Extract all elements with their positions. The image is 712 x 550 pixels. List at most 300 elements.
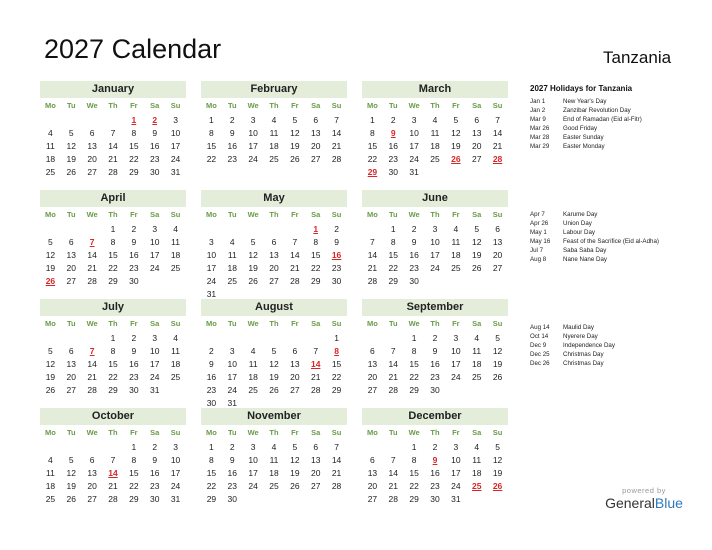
day-cell: 29 bbox=[409, 494, 419, 504]
day-cell: 14 bbox=[290, 250, 300, 260]
holiday-date: May 16 bbox=[530, 238, 551, 245]
holiday-day: 25 bbox=[471, 481, 482, 491]
day-cell: 27 bbox=[367, 385, 378, 395]
weekday-label: Sa bbox=[150, 319, 160, 328]
day-cell: 24 bbox=[409, 154, 419, 164]
day-cell: 1 bbox=[370, 115, 375, 125]
empty-cell bbox=[264, 223, 285, 236]
empty-cell bbox=[40, 223, 61, 236]
day-cell: 14 bbox=[331, 455, 342, 465]
holiday-day: 9 bbox=[390, 128, 396, 138]
day-cell: 26 bbox=[290, 154, 300, 164]
day-cell: 6 bbox=[68, 237, 74, 247]
day-cell: 9 bbox=[152, 128, 158, 138]
weekday-label: Mo bbox=[45, 101, 56, 110]
day-cell: 12 bbox=[451, 128, 461, 138]
day-cell: 31 bbox=[149, 385, 160, 395]
brand-name bbox=[588, 495, 700, 511]
month-january bbox=[40, 81, 186, 179]
day-cell: 23 bbox=[149, 481, 160, 491]
empty-cell bbox=[103, 441, 124, 454]
weekday-label: Su bbox=[170, 319, 181, 328]
day-cell: 22 bbox=[388, 263, 398, 273]
weekday-label: Tu bbox=[388, 319, 398, 328]
day-cell: 9 bbox=[209, 359, 214, 369]
weekday-header bbox=[40, 317, 186, 331]
holiday-date: Aug 8 bbox=[530, 256, 547, 263]
day-cell: 19 bbox=[290, 141, 300, 151]
empty-cell bbox=[284, 332, 305, 345]
country-name: Tanzania bbox=[603, 48, 672, 67]
empty-cell bbox=[362, 332, 383, 345]
weekday-label: Fr bbox=[291, 319, 299, 328]
day-grid bbox=[362, 114, 508, 179]
day-cell: 8 bbox=[370, 128, 375, 138]
empty-cell bbox=[201, 223, 222, 236]
day-cell: 24 bbox=[170, 154, 181, 164]
day-cell: 19 bbox=[451, 141, 461, 151]
weekday-header bbox=[362, 426, 508, 440]
holiday-date: Apr 26 bbox=[530, 220, 549, 227]
day-cell: 8 bbox=[131, 128, 137, 138]
day-cell: 17 bbox=[170, 141, 181, 151]
month-title: January bbox=[40, 81, 186, 98]
month-title: September bbox=[362, 299, 508, 316]
day-cell: 16 bbox=[149, 141, 160, 151]
holiday-date: Mar 26 bbox=[530, 125, 550, 132]
day-cell: 27 bbox=[66, 276, 76, 286]
day-cell: 26 bbox=[248, 276, 258, 286]
empty-cell bbox=[201, 332, 222, 345]
day-cell: 10 bbox=[248, 128, 258, 138]
weekday-label: Mo bbox=[45, 428, 56, 437]
day-cell: 19 bbox=[66, 481, 76, 491]
weekday-label: Tu bbox=[227, 428, 237, 437]
month-december bbox=[362, 408, 508, 506]
day-cell: 28 bbox=[87, 276, 97, 286]
empty-cell bbox=[40, 332, 61, 345]
holiday-day: 29 bbox=[367, 167, 378, 177]
holiday-name: Labour Day bbox=[563, 229, 595, 236]
month-title: February bbox=[201, 81, 347, 98]
brand-logo bbox=[588, 486, 700, 511]
holiday-group bbox=[530, 323, 710, 368]
day-cell: 29 bbox=[409, 385, 419, 395]
day-cell: 30 bbox=[331, 276, 342, 286]
day-cell: 11 bbox=[472, 455, 482, 465]
day-cell: 19 bbox=[269, 372, 279, 382]
holiday-date: Mar 29 bbox=[530, 143, 550, 150]
month-title: June bbox=[362, 190, 508, 207]
day-cell: 22 bbox=[331, 372, 342, 382]
day-cell: 22 bbox=[129, 154, 139, 164]
holiday-row bbox=[530, 133, 710, 142]
day-cell: 16 bbox=[409, 250, 419, 260]
day-cell: 1 bbox=[110, 224, 116, 234]
day-cell: 3 bbox=[173, 115, 178, 125]
day-cell: 16 bbox=[129, 250, 139, 260]
day-cell: 2 bbox=[432, 442, 438, 452]
weekday-header bbox=[40, 208, 186, 222]
day-cell: 22 bbox=[310, 263, 321, 273]
day-cell: 24 bbox=[248, 154, 258, 164]
day-grid bbox=[362, 223, 508, 288]
day-cell: 12 bbox=[45, 250, 56, 260]
day-cell: 13 bbox=[310, 128, 321, 138]
weekday-label: We bbox=[247, 101, 259, 110]
day-cell: 18 bbox=[170, 250, 181, 260]
holiday-name: Saba Saba Day bbox=[563, 247, 607, 254]
day-cell: 11 bbox=[472, 346, 482, 356]
day-cell: 14 bbox=[388, 359, 398, 369]
day-grid bbox=[40, 114, 186, 179]
day-cell: 20 bbox=[310, 468, 321, 478]
month-march bbox=[362, 81, 508, 179]
weekday-label: Tu bbox=[227, 210, 237, 219]
weekday-label: Sa bbox=[311, 428, 321, 437]
day-cell: 15 bbox=[206, 141, 217, 151]
holiday-name: Independence Day bbox=[563, 342, 615, 349]
day-cell: 18 bbox=[269, 141, 279, 151]
weekday-label: Mo bbox=[367, 319, 378, 328]
day-cell: 15 bbox=[129, 468, 139, 478]
weekday-label: Mo bbox=[367, 210, 378, 219]
day-cell: 31 bbox=[227, 398, 237, 408]
holiday-row bbox=[530, 106, 710, 115]
day-cell: 28 bbox=[367, 276, 378, 286]
day-cell: 30 bbox=[430, 385, 440, 395]
weekday-label: We bbox=[86, 319, 98, 328]
holiday-row bbox=[530, 115, 710, 124]
day-cell: 8 bbox=[411, 455, 417, 465]
day-cell: 22 bbox=[206, 481, 217, 491]
holiday-name: Easter Monday bbox=[563, 143, 605, 150]
holiday-date: Dec 26 bbox=[530, 360, 550, 367]
weekday-header bbox=[362, 99, 508, 113]
day-cell: 6 bbox=[370, 455, 375, 465]
day-cell: 23 bbox=[149, 154, 160, 164]
weekday-header bbox=[40, 99, 186, 113]
holidays-title: 2027 Holidays for Tanzania bbox=[530, 84, 633, 93]
weekday-label: Mo bbox=[206, 319, 217, 328]
day-cell: 23 bbox=[430, 372, 440, 382]
empty-cell bbox=[61, 223, 82, 236]
day-cell: 23 bbox=[388, 154, 398, 164]
holiday-row bbox=[530, 219, 710, 228]
holiday-row bbox=[530, 359, 710, 368]
day-cell: 25 bbox=[170, 263, 181, 273]
weekday-label: Sa bbox=[311, 319, 321, 328]
day-cell: 7 bbox=[292, 237, 298, 247]
weekday-label: Tu bbox=[388, 101, 398, 110]
day-cell: 8 bbox=[110, 237, 116, 247]
month-title: October bbox=[40, 408, 186, 425]
day-cell: 12 bbox=[492, 346, 503, 356]
holiday-name: End of Ramadan (Eid al-Fitr) bbox=[563, 116, 642, 123]
day-cell: 8 bbox=[209, 128, 214, 138]
holiday-date: Jan 2 bbox=[530, 107, 546, 114]
holiday-day: 28 bbox=[492, 154, 503, 164]
day-cell: 9 bbox=[229, 455, 235, 465]
day-cell: 29 bbox=[310, 276, 321, 286]
day-cell: 29 bbox=[108, 385, 118, 395]
holiday-row bbox=[530, 142, 710, 151]
day-cell: 7 bbox=[110, 128, 116, 138]
weekday-label: Su bbox=[331, 101, 342, 110]
day-cell: 3 bbox=[152, 224, 158, 234]
weekday-label: Mo bbox=[45, 319, 56, 328]
weekday-label: Th bbox=[108, 319, 118, 328]
day-cell: 10 bbox=[206, 250, 217, 260]
day-cell: 28 bbox=[388, 494, 398, 504]
holiday-date: Dec 9 bbox=[530, 342, 547, 349]
holiday-day: 14 bbox=[108, 468, 118, 478]
day-cell: 10 bbox=[149, 237, 160, 247]
weekday-label: Tu bbox=[227, 101, 237, 110]
day-cell: 12 bbox=[290, 128, 300, 138]
holiday-day: 1 bbox=[313, 224, 319, 234]
weekday-label: Sa bbox=[472, 319, 482, 328]
holiday-date: Mar 28 bbox=[530, 134, 550, 141]
day-cell: 24 bbox=[451, 481, 461, 491]
day-cell: 23 bbox=[227, 154, 237, 164]
day-cell: 19 bbox=[45, 372, 56, 382]
day-cell: 29 bbox=[388, 276, 398, 286]
day-cell: 23 bbox=[409, 263, 419, 273]
holiday-name: Karume Day bbox=[563, 211, 598, 218]
empty-cell bbox=[362, 223, 383, 236]
day-cell: 29 bbox=[331, 385, 342, 395]
day-cell: 2 bbox=[209, 346, 214, 356]
empty-cell bbox=[243, 223, 264, 236]
weekday-label: Mo bbox=[206, 101, 217, 110]
month-september bbox=[362, 299, 508, 397]
holiday-group bbox=[530, 210, 710, 264]
day-cell: 28 bbox=[290, 276, 300, 286]
day-cell: 8 bbox=[390, 237, 396, 247]
holiday-day: 2 bbox=[152, 115, 158, 125]
empty-cell bbox=[61, 332, 82, 345]
day-cell: 22 bbox=[409, 372, 419, 382]
day-cell: 3 bbox=[453, 333, 459, 343]
day-cell: 2 bbox=[131, 224, 137, 234]
weekday-label: Th bbox=[108, 210, 118, 219]
day-cell: 27 bbox=[367, 494, 378, 504]
weekday-label: We bbox=[408, 428, 420, 437]
day-cell: 27 bbox=[471, 154, 482, 164]
weekday-label: Fr bbox=[291, 428, 299, 437]
day-cell: 1 bbox=[131, 442, 137, 452]
day-cell: 26 bbox=[290, 481, 300, 491]
month-april bbox=[40, 190, 186, 288]
day-cell: 22 bbox=[129, 481, 139, 491]
day-cell: 29 bbox=[108, 276, 118, 286]
day-cell: 24 bbox=[227, 385, 237, 395]
empty-cell bbox=[284, 223, 305, 236]
day-cell: 5 bbox=[495, 442, 500, 452]
day-cell: 10 bbox=[409, 128, 419, 138]
holiday-date: Jan 1 bbox=[530, 98, 546, 105]
weekday-label: Tu bbox=[388, 210, 398, 219]
day-cell: 7 bbox=[334, 115, 339, 125]
weekday-label: Fr bbox=[130, 428, 138, 437]
day-cell: 5 bbox=[48, 346, 53, 356]
weekday-label: Th bbox=[269, 210, 279, 219]
weekday-label: Th bbox=[108, 101, 118, 110]
day-cell: 9 bbox=[229, 128, 235, 138]
month-title: November bbox=[201, 408, 347, 425]
day-cell: 27 bbox=[87, 167, 97, 177]
day-cell: 24 bbox=[149, 372, 160, 382]
day-cell: 13 bbox=[269, 250, 279, 260]
day-cell: 18 bbox=[248, 372, 258, 382]
day-cell: 29 bbox=[129, 167, 139, 177]
empty-cell bbox=[82, 441, 103, 454]
day-cell: 16 bbox=[388, 141, 398, 151]
holiday-row bbox=[530, 341, 710, 350]
day-cell: 21 bbox=[87, 263, 97, 273]
weekday-label: Su bbox=[331, 319, 342, 328]
day-grid bbox=[201, 332, 347, 410]
weekday-label: Su bbox=[170, 101, 181, 110]
weekday-label: We bbox=[408, 319, 420, 328]
day-cell: 6 bbox=[68, 346, 74, 356]
holiday-name: Christmas Day bbox=[563, 351, 604, 358]
day-cell: 7 bbox=[110, 455, 116, 465]
day-cell: 26 bbox=[66, 494, 76, 504]
weekday-label: We bbox=[247, 319, 259, 328]
empty-cell bbox=[103, 114, 124, 127]
day-cell: 2 bbox=[131, 333, 137, 343]
weekday-label: Mo bbox=[367, 101, 378, 110]
day-cell: 10 bbox=[149, 346, 160, 356]
day-cell: 15 bbox=[108, 250, 118, 260]
day-cell: 13 bbox=[367, 468, 378, 478]
day-cell: 4 bbox=[173, 224, 178, 234]
holiday-date: Oct 14 bbox=[530, 333, 549, 340]
day-cell: 22 bbox=[367, 154, 378, 164]
weekday-label: Tu bbox=[227, 319, 237, 328]
day-cell: 17 bbox=[430, 250, 440, 260]
weekday-label: Su bbox=[331, 210, 342, 219]
month-november bbox=[201, 408, 347, 506]
day-cell: 17 bbox=[149, 359, 160, 369]
holiday-row bbox=[530, 210, 710, 219]
holiday-day: 14 bbox=[310, 359, 321, 369]
holiday-group bbox=[530, 84, 710, 151]
day-cell: 2 bbox=[229, 442, 235, 452]
day-cell: 14 bbox=[108, 141, 118, 151]
day-grid bbox=[40, 441, 186, 506]
holiday-date: Apr 7 bbox=[530, 211, 545, 218]
day-cell: 21 bbox=[492, 141, 503, 151]
day-cell: 14 bbox=[87, 359, 97, 369]
holiday-name: Christmas Day bbox=[563, 360, 604, 367]
day-cell: 15 bbox=[129, 141, 139, 151]
day-cell: 5 bbox=[48, 237, 53, 247]
day-cell: 9 bbox=[131, 346, 137, 356]
weekday-label: Sa bbox=[311, 210, 321, 219]
day-cell: 22 bbox=[108, 372, 118, 382]
day-cell: 9 bbox=[131, 237, 137, 247]
day-cell: 16 bbox=[227, 141, 237, 151]
day-cell: 11 bbox=[451, 237, 461, 247]
day-cell: 18 bbox=[471, 468, 482, 478]
day-cell: 18 bbox=[471, 359, 482, 369]
empty-cell bbox=[383, 332, 404, 345]
day-cell: 5 bbox=[68, 455, 74, 465]
day-cell: 26 bbox=[492, 372, 503, 382]
day-cell: 23 bbox=[331, 263, 342, 273]
weekday-header bbox=[362, 208, 508, 222]
day-cell: 13 bbox=[492, 237, 503, 247]
day-cell: 21 bbox=[290, 263, 300, 273]
holiday-date: Aug 14 bbox=[530, 324, 550, 331]
empty-cell bbox=[222, 332, 243, 345]
day-cell: 4 bbox=[229, 237, 235, 247]
month-august bbox=[201, 299, 347, 410]
month-october bbox=[40, 408, 186, 506]
day-cell: 11 bbox=[46, 468, 55, 478]
weekday-header bbox=[201, 99, 347, 113]
empty-cell bbox=[362, 441, 383, 454]
day-cell: 12 bbox=[471, 237, 482, 247]
month-title: August bbox=[201, 299, 347, 316]
day-cell: 23 bbox=[129, 263, 139, 273]
day-cell: 19 bbox=[471, 250, 482, 260]
day-cell: 12 bbox=[248, 250, 258, 260]
weekday-label: Tu bbox=[66, 428, 76, 437]
weekday-label: Th bbox=[430, 319, 440, 328]
day-cell: 25 bbox=[451, 263, 461, 273]
day-cell: 2 bbox=[390, 115, 396, 125]
holiday-day: 1 bbox=[131, 115, 137, 125]
day-cell: 8 bbox=[131, 455, 137, 465]
day-cell: 4 bbox=[474, 333, 480, 343]
day-cell: 30 bbox=[149, 167, 160, 177]
day-cell: 6 bbox=[89, 455, 95, 465]
day-cell: 21 bbox=[367, 263, 378, 273]
day-cell: 19 bbox=[248, 263, 258, 273]
day-cell: 12 bbox=[269, 359, 279, 369]
day-cell: 14 bbox=[87, 250, 97, 260]
holiday-day: 16 bbox=[331, 250, 342, 260]
day-grid bbox=[201, 223, 347, 301]
day-cell: 10 bbox=[451, 346, 461, 356]
day-cell: 27 bbox=[290, 385, 300, 395]
day-cell: 5 bbox=[453, 115, 459, 125]
day-cell: 5 bbox=[292, 442, 298, 452]
day-cell: 17 bbox=[149, 250, 160, 260]
empty-cell bbox=[40, 441, 61, 454]
day-cell: 25 bbox=[170, 372, 181, 382]
day-cell: 19 bbox=[492, 468, 503, 478]
day-cell: 20 bbox=[310, 141, 321, 151]
weekday-label: Sa bbox=[472, 428, 482, 437]
day-cell: 24 bbox=[451, 372, 461, 382]
weekday-label: Fr bbox=[452, 101, 460, 110]
day-cell: 27 bbox=[66, 385, 76, 395]
day-cell: 20 bbox=[290, 372, 300, 382]
empty-cell bbox=[82, 114, 103, 127]
day-cell: 4 bbox=[48, 128, 53, 138]
empty-cell bbox=[61, 441, 82, 454]
weekday-label: Tu bbox=[66, 319, 76, 328]
day-cell: 25 bbox=[471, 372, 482, 382]
day-cell: 27 bbox=[87, 494, 97, 504]
day-cell: 4 bbox=[474, 442, 480, 452]
day-cell: 31 bbox=[409, 167, 419, 177]
